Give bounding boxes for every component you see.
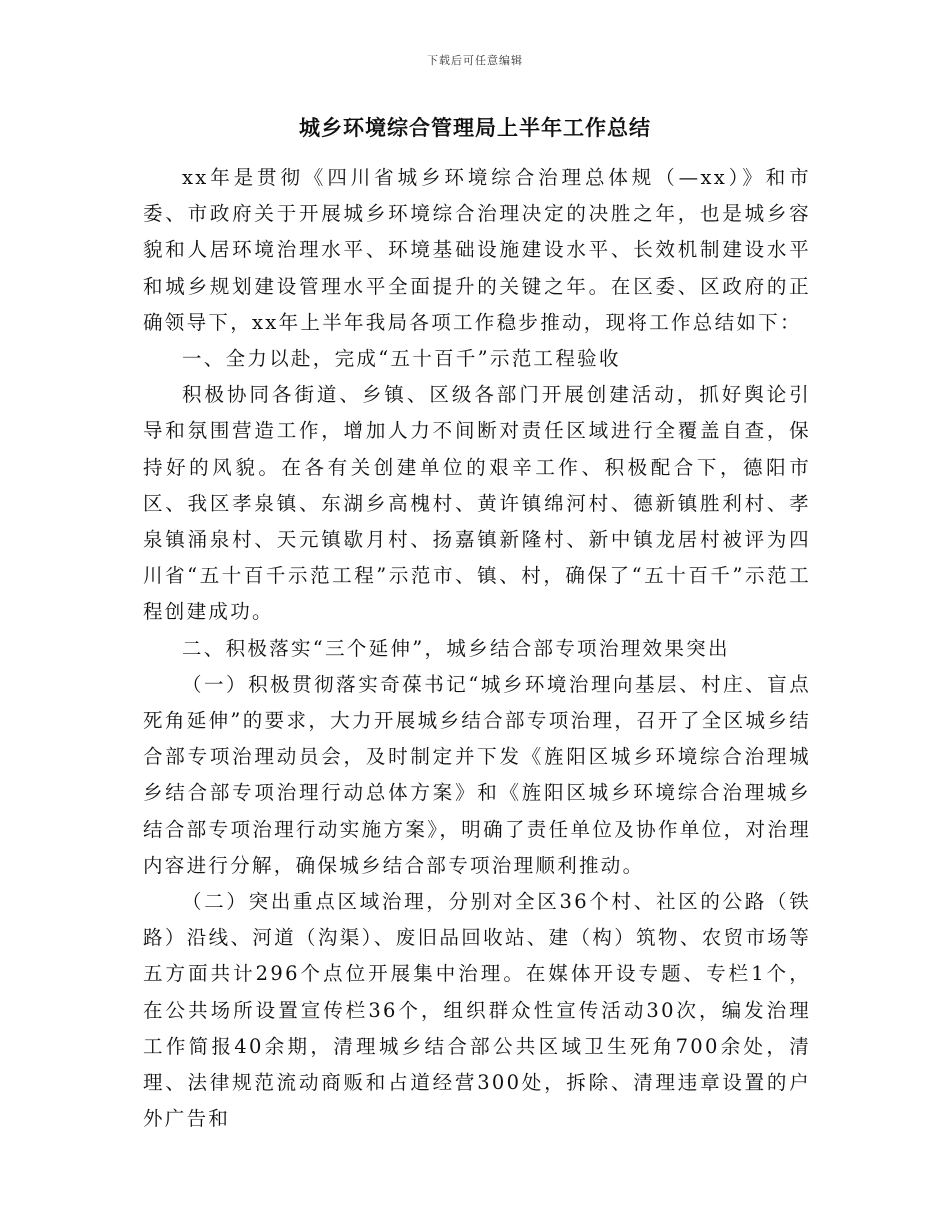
document-title: 城乡环境综合管理局上半年工作总结 (299, 115, 651, 140)
header-note: 下载后可任意编辑 (427, 54, 523, 67)
document-body (143, 160, 811, 1137)
paragraph-subsection-2: （二）突出重点区域治理，分别对全区36个村、社区的公路（铁路）沿线、河道（沟渠）、废旧品回收站、建（构）筑物、农贸市场等五方面共计296个点位开展集中治理。在媒体开设专题、专栏1个，在公共场所设置宣传栏36个，组织群众性宣传活动30次，编发治理工作简报40余期，清理城乡结合部公共区域卫生死角700余处，清理、法律规范流动商贩和占道经营300处，拆除、清理违章设置的户外广告和 (143, 890, 811, 1131)
section-heading-2: 二、积极落实“三个延伸”，城乡结合部专项治理效果突出 (182, 636, 730, 660)
paragraph-intro: xx年是贯彻《四川省城乡环境综合治理总体规（—xx）》和市委、市政府关于开展城乡环境综合治理决定的决胜之年，也是城乡容貌和人居环境治理水平、环境基础设施建设水平、长效机制建设水平和城乡规划建设管理水平全面提升的关键之年。在区委、区政府的正确领导下，xx年上半年我局各项工作稳步推动，现将工作总结如下： (143, 166, 811, 334)
section-heading-1: 一、全力以赴，完成“五十百千”示范工程验收 (182, 347, 621, 371)
paragraph-section-1: 积极协同各街道、乡镇、区级各部门开展创建活动，抓好舆论引导和氛围营造工作，增加人力不间断对责任区域进行全覆盖自查，保持好的风貌。在各有关创建单位的艰辛工作、积极配合下，德阳市区、我区孝泉镇、东湖乡高槐村、黄许镇绵河村、德新镇胜利村、孝泉镇涌泉村、天元镇歇月村、扬嘉镇新隆村、新中镇龙居村被评为四川省“五十百千示范工程”示范市、镇、村，确保了“五十百千”示范工程创建成功。 (143, 383, 811, 624)
paragraph-subsection-1: （一）积极贯彻落实奇葆书记“城乡环境治理向基层、村庄、盲点死角延伸”的要求，大力开展城乡结合部专项治理，召开了全区城乡结合部专项治理动员会，及时制定并下发《旌阳区城乡环境综合治理城乡结合部专项治理行动总体方案》和《旌阳区城乡环境综合治理城乡结合部专项治理行动实施方案》，明确了责任单位及协作单位，对治理内容进行分解，确保城乡结合部专项治理顺利推动。 (143, 672, 811, 877)
